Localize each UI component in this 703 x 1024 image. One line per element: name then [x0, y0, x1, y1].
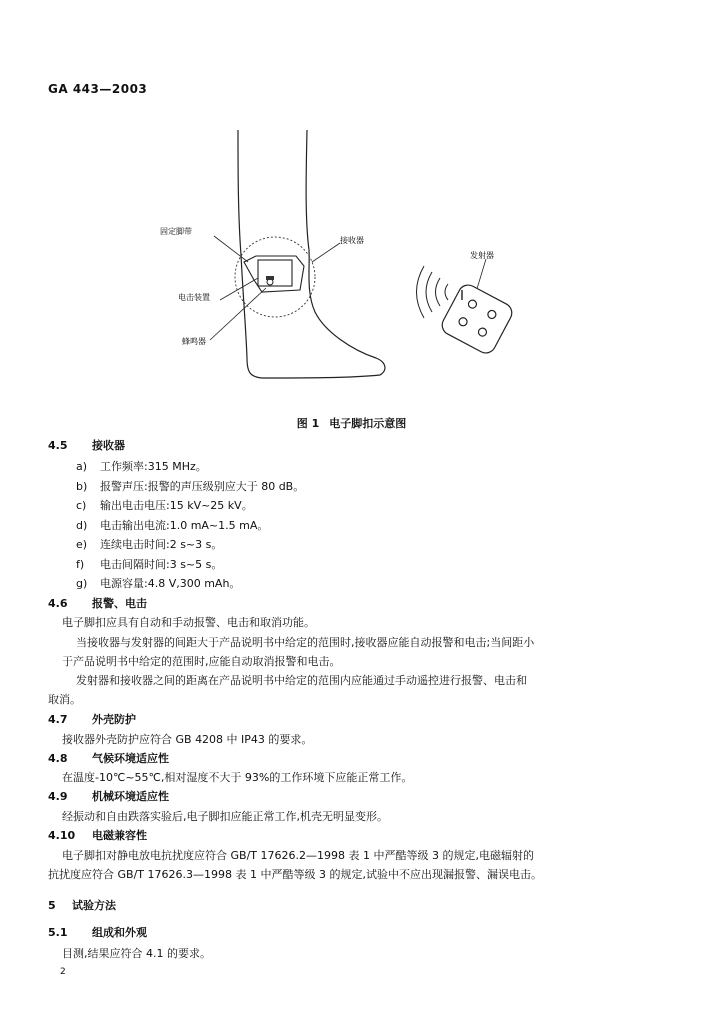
- list-item: e) 连续电击时间:2 s~3 s。: [76, 538, 223, 551]
- paragraph: 抗扰度应符合 GB/T 17626.3—1998 表 1 中严酷等级 3 的规定,试验中不应出现漏报警、漏误电击。: [48, 868, 542, 881]
- list-item: a) 工作频率:315 MHz。: [76, 460, 207, 473]
- label-buzzer: 蜂鸣器: [182, 337, 206, 346]
- paragraph: 取消。: [48, 693, 81, 706]
- section-heading: 5.1 组成和外观: [48, 926, 147, 939]
- receiver-body: [258, 260, 292, 286]
- section-heading: 4.5 接收器: [48, 439, 125, 452]
- figure-caption-title: 电子脚扣示意图: [329, 417, 407, 430]
- list-item: d) 电击输出电流:1.0 mA~1.5 mA。: [76, 519, 269, 532]
- section-heading: 4.10 电磁兼容性: [48, 829, 147, 842]
- paragraph: 电子脚扣对静电放电抗扰度应符合 GB/T 17626.2—1998 表 1 中严酷等级 3 的规定,电磁辐射的: [62, 849, 534, 862]
- list-item: b) 报警声压:报警的声压级别应大于 80 dB。: [76, 480, 305, 493]
- section-heading: 4.9 机械环境适应性: [48, 790, 169, 803]
- paragraph: 电子脚扣应具有自动和手动报警、电击和取消功能。: [62, 616, 315, 629]
- paragraph: 当接收器与发射器的间距大于产品说明书中给定的范围时,接收器应能自动报警和电击;当间距小: [76, 636, 535, 649]
- paragraph: 在温度-10℃~55℃,相对湿度不大于 93%的工作环境下应能正常工作。: [62, 771, 413, 784]
- paragraph: 目测,结果应符合 4.1 的要求。: [62, 947, 211, 960]
- section-heading: 5 试验方法: [48, 899, 116, 912]
- paragraph: 经振动和自由跌落实验后,电子脚扣应能正常工作,机壳无明显变形。: [62, 810, 388, 823]
- figure-ankle-monitor: [150, 128, 530, 390]
- label-receiver: 接收器: [340, 236, 364, 245]
- page-number: 2: [60, 967, 66, 977]
- section-heading: 4.7 外壳防护: [48, 713, 136, 726]
- list-item: c) 输出电击电压:15 kV~25 kV。: [76, 499, 253, 512]
- paragraph: 接收器外壳防护应符合 GB 4208 中 IP43 的要求。: [62, 733, 313, 746]
- label-transmitter: 发射器: [470, 251, 494, 260]
- transmitter-remote: [439, 282, 516, 357]
- list-item: f) 电击间隔时间:3 s~5 s。: [76, 558, 223, 571]
- figure-caption: [0, 415, 703, 431]
- paragraph: 发射器和接收器之间的距离在产品说明书中给定的范围内应能通过手动遥控进行报警、电击和: [76, 674, 527, 687]
- shock-electrode: [266, 276, 274, 280]
- section-heading: 4.8 气候环境适应性: [48, 752, 169, 765]
- figure-caption-number: 图 1: [296, 417, 320, 430]
- label-fixing-strap: 固定脚带: [160, 227, 192, 236]
- label-shock-device: 电击装置: [178, 293, 210, 302]
- signal-waves-icon: [417, 266, 449, 318]
- list-item: g) 电源容量:4.8 V,300 mAh。: [76, 577, 241, 590]
- standard-code: GA 443—2003: [48, 82, 148, 96]
- leg-outline-left: [238, 130, 262, 378]
- section-heading: 4.6 报警、电击: [48, 597, 147, 610]
- paragraph: 于产品说明书中给定的范围时,应能自动取消报警和电击。: [62, 655, 341, 668]
